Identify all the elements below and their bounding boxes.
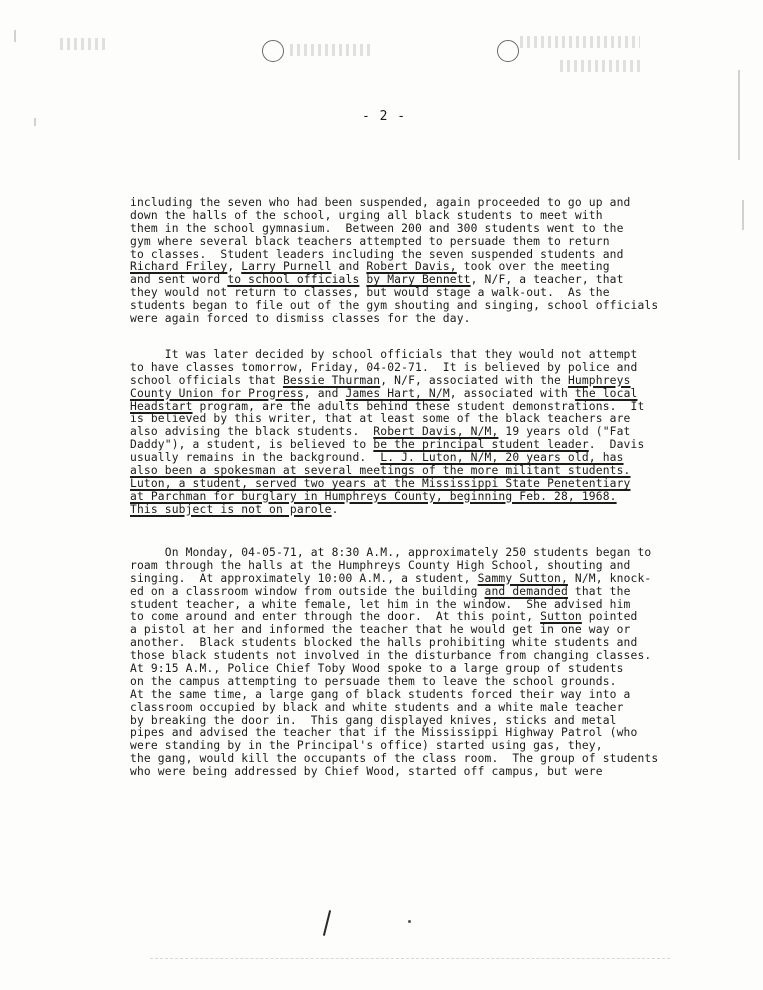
- text-line: roam through the halls at the Humphreys County High School, shouting and: [130, 558, 631, 572]
- text-line: At the same time, a large gang of black students forced their way into a: [130, 687, 631, 701]
- text-line: Richard Friley, Larry Purnell and Robert Davis, took over the meeting: [130, 260, 610, 274]
- text-line: were standing by in the Principal's office) started using gas, they,: [130, 739, 603, 753]
- text-line: at Parchman for burglary in Humphreys County, beginning Feb. 28, 1968.: [130, 489, 617, 503]
- pen-mark: [323, 910, 331, 936]
- text-line: At 9:15 A.M., Police Chief Toby Wood spoke to a large group of students: [130, 662, 624, 676]
- header-smudge: [290, 44, 370, 56]
- text-line: including the seven who had been suspended, again proceeded to go up and: [130, 196, 631, 209]
- text-line: County Union for Progress, and James Hart, N/M, associated with the local: [130, 386, 638, 400]
- page-number: - 2 -: [362, 109, 407, 124]
- text-line: on the campus attempting to persuade them to leave the school grounds.: [130, 674, 617, 688]
- text-line: Headstart program, are the adults behind these student demonstrations. It: [130, 399, 645, 413]
- text-line: is believed by this writer, that at least some of the black teachers are: [130, 412, 631, 426]
- dot-mark: [408, 920, 411, 923]
- header-smudge: [60, 38, 108, 50]
- edge-mark: [742, 200, 744, 230]
- punch-hole-left: [262, 40, 284, 62]
- paragraph-1: [130, 196, 659, 326]
- text-line: Daddy"), a student, is believed to be the principal student leader. Davis: [130, 438, 645, 452]
- text-line: classroom occupied by black and white students and a white male teacher: [130, 700, 624, 714]
- header-smudge: [560, 60, 640, 72]
- text-line: to classes. Student leaders including the seven suspended students and: [130, 247, 624, 261]
- text-line: a pistol at her and informed the teacher that he would get in one way or: [130, 623, 631, 637]
- text-line: school officials that Bessie Thurman, N/F, associated with the Humphreys: [130, 373, 631, 387]
- text-line: usually remains in the background. L. J. Luton, N/M, 20 years old, has: [130, 451, 624, 465]
- punch-hole-right: [497, 40, 519, 62]
- text-line: by breaking the door in. This gang displayed knives, sticks and metal: [130, 713, 617, 727]
- text-line: to have classes tomorrow, Friday, 04-02-71. It is believed by police and: [130, 360, 638, 374]
- text-line: the gang, would kill the occupants of the class room. The group of students: [130, 752, 659, 766]
- text-line: ed on a classroom window from outside the building and demanded that the: [130, 584, 631, 598]
- text-line: It was later decided by school officials that they would not attempt: [130, 348, 638, 361]
- text-line: they would not return to classes, but would stage a walk-out. As the: [130, 286, 610, 300]
- text-line: gym where several black teachers attempted to persuade them to return: [130, 234, 610, 248]
- edge-mark: [738, 70, 740, 160]
- text-line: Luton, a student, served two years at the Mississippi State Penetentiary: [130, 476, 631, 490]
- text-line: another. Black students blocked the halls prohibiting white students and: [130, 636, 638, 650]
- edge-mark: [14, 30, 16, 42]
- text-line: singing. At approximately 10:00 A.M., a student, Sammy Sutton, N/M, knock-: [130, 571, 652, 585]
- paragraph-2: [130, 349, 650, 517]
- text-line: pipes and advised the teacher that if the Mississippi Highway Patrol (who: [130, 726, 638, 740]
- text-line: down the halls of the school, urging all black students to meet with: [130, 208, 603, 222]
- text-line: also been a spokesman at several meetings of the more militant students.: [130, 464, 631, 478]
- paragraph-3: [130, 546, 659, 779]
- text-line: student teacher, a white female, let him in the window. She advised him: [130, 597, 631, 611]
- text-line: students began to file out of the gym shouting and singing, school officials: [130, 299, 659, 313]
- edge-mark: [34, 118, 36, 126]
- text-line: On Monday, 04-05-71, at 8:30 A.M., approximately 250 students began to: [130, 546, 652, 559]
- bottom-artifact: [150, 958, 670, 959]
- header-smudge: [520, 36, 640, 48]
- text-line: also advising the black students. Robert Davis, N/M, 19 years old ("Fat: [130, 425, 631, 439]
- text-line: who were being addressed by Chief Wood, started off campus, but were: [130, 765, 603, 779]
- text-line: and sent word to school officials by Mary Bennett, N/F, a teacher, that: [130, 273, 624, 287]
- text-line: those black students not involved in the disturbance from changing classes.: [130, 649, 652, 663]
- text-line: This subject is not on parole.: [130, 502, 339, 516]
- text-line: were again forced to dismiss classes for the day.: [130, 312, 471, 326]
- text-line: to come around and enter through the door. At this point, Sutton pointed: [130, 610, 638, 624]
- text-line: them in the school gymnasium. Between 200 and 300 students went to the: [130, 221, 624, 235]
